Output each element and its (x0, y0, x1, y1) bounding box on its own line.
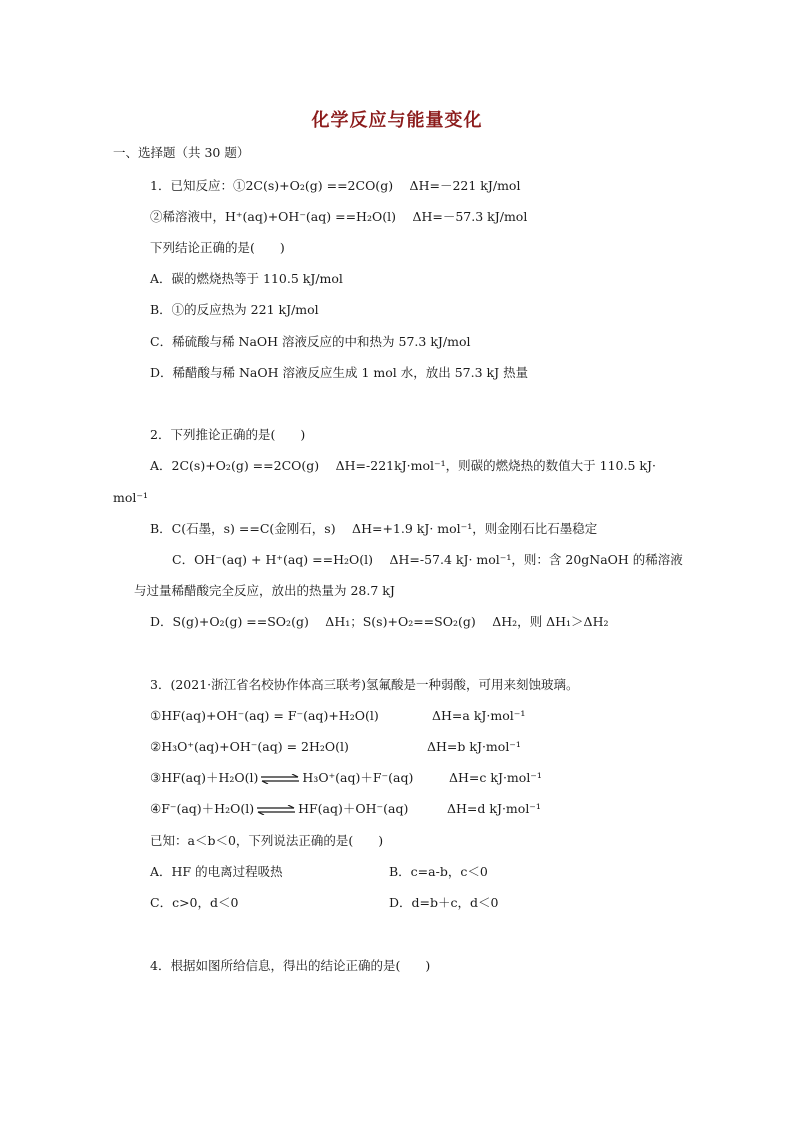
question-3-stem: 3．(2021·浙江省名校协作体高三联考)氢氟酸是一种弱酸，可用来刻蚀玻璃。 (150, 677, 579, 692)
question-3-option-c: C．c>0，d＜0 (150, 895, 239, 910)
reaction-4-reactants: ④F⁻(aq)＋H₂O(l) (150, 801, 255, 816)
question-2-option-a-cont: mol⁻¹ (113, 490, 148, 505)
question-2-option-c: C．OH⁻(aq) + H⁺(aq) ==H₂O(l) ΔH=-57.4 kJ· mol⁻¹，则：含 20gNaOH 的稀溶液 (172, 552, 683, 567)
reaction-2-enthalpy: ΔH=b kJ·mol⁻¹ (427, 739, 521, 754)
question-1-equation-2: ②稀溶液中，H⁺(aq)+OH⁻(aq) ==H₂O(l) ΔH=－57.3 kJ/mol (150, 209, 528, 224)
question-2-option-d: D．S(g)+O₂(g) ==SO₂(g) ΔH₁；S(s)+O₂==SO₂(g) ΔH₂，则 ΔH₁＞ΔH₂ (150, 614, 609, 629)
question-2-option-b: B．C(石墨，s) ==C(金刚石，s) ΔH=+1.9 kJ· mol⁻¹，则金刚石比石墨稳定 (150, 521, 598, 536)
question-2-option-c-cont: 与过量稀醋酸完全反应，放出的热量为 28.7 kJ (134, 583, 395, 598)
section-heading: 一、选择题（共 30 题） (113, 145, 250, 160)
question-1-option-d: D．稀醋酸与稀 NaOH 溶液反应生成 1 mol 水，放出 57.3 kJ 热量 (150, 365, 529, 380)
question-3-option-d: D．d=b＋c，d＜0 (389, 895, 499, 910)
equilibrium-arrow-icon (256, 805, 296, 815)
reaction-2-equation: ②H₃O⁺(aq)+OH⁻(aq) = 2H₂O(l) (150, 739, 349, 754)
reaction-3-equation (150, 770, 413, 786)
question-1-stem: 1．已知反应：①2C(s)+O₂(g) ==2CO(g) ΔH=－221 kJ/mol (150, 178, 521, 193)
question-2-stem: 2．下列推论正确的是( ) (150, 427, 306, 442)
question-1-prompt: 下列结论正确的是( ) (150, 240, 285, 255)
question-3-option-a: A．HF 的电离过程吸热 (150, 864, 283, 879)
reaction-1-equation: ①HF(aq)+OH⁻(aq) = F⁻(aq)+H₂O(l) (150, 708, 379, 723)
reaction-1-enthalpy: ΔH=a kJ·mol⁻¹ (432, 708, 526, 723)
equilibrium-arrow-icon (260, 774, 300, 784)
question-4-stem: 4．根据如图所给信息，得出的结论正确的是( ) (150, 958, 431, 973)
question-3-prompt: 已知：a＜b＜0，下列说法正确的是( ) (150, 833, 384, 848)
reaction-4-enthalpy: ΔH=d kJ·mol⁻¹ (447, 801, 541, 816)
question-1-option-a: A．碳的燃烧热等于 110.5 kJ/mol (150, 271, 343, 286)
question-1-option-b: B．①的反应热为 221 kJ/mol (150, 302, 319, 317)
reaction-3-products: H₃O⁺(aq)＋F⁻(aq) (302, 770, 414, 785)
reaction-4-products: HF(aq)＋OH⁻(aq) (298, 801, 409, 816)
page-title: 化学反应与能量变化 (311, 110, 483, 131)
reaction-3-enthalpy: ΔH=c kJ·mol⁻¹ (449, 770, 542, 785)
question-3-option-b: B．c=a-b，c＜0 (389, 864, 488, 879)
reaction-3-reactants: ③HF(aq)＋H₂O(l) (150, 770, 259, 785)
reaction-4-equation (150, 801, 408, 817)
question-1-option-c: C．稀硫酸与稀 NaOH 溶液反应的中和热为 57.3 kJ/mol (150, 334, 471, 349)
question-2-option-a: A．2C(s)+O₂(g) ==2CO(g) ΔH=-221kJ·mol⁻¹，则碳的燃烧热的数值大于 110.5 kJ· (150, 458, 656, 473)
